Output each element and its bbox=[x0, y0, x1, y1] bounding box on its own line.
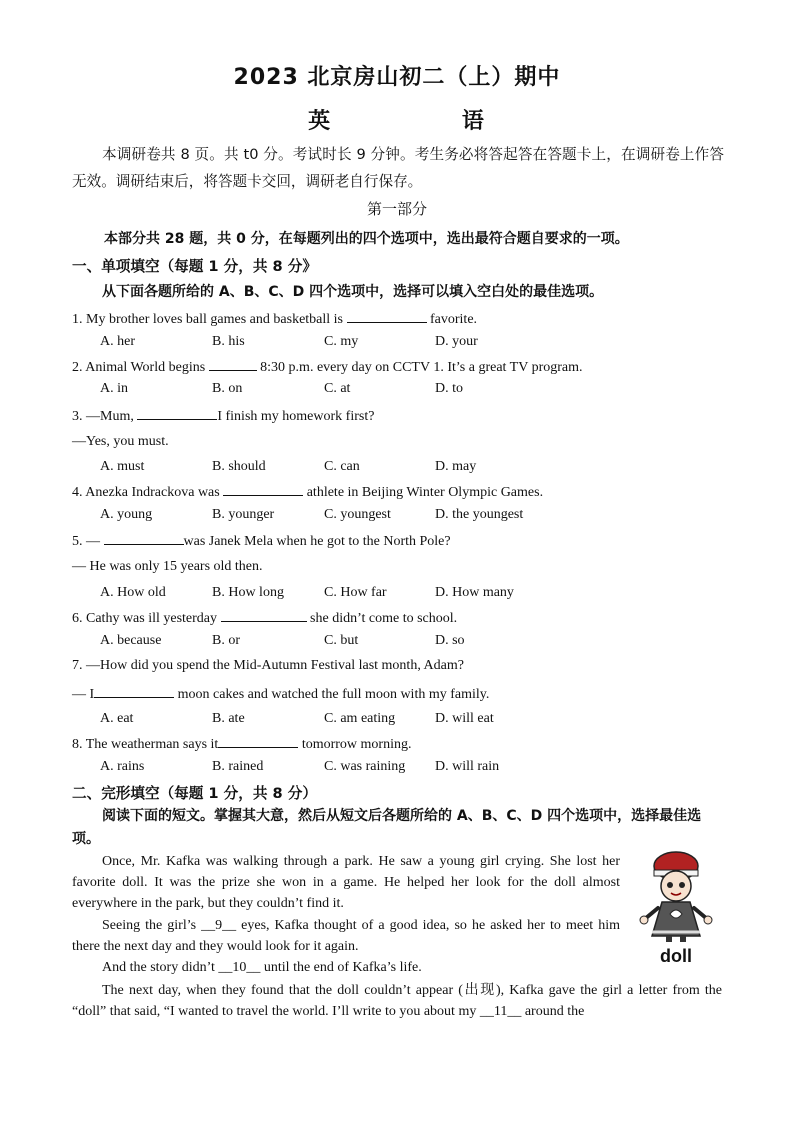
option-c: C. How far bbox=[324, 585, 387, 600]
option-c: C. was raining bbox=[324, 759, 406, 774]
passage-paragraph-2: Seeing the girl’s __9__ eyes, Kafka thought of a good idea, so he asked her to meet him there the next day and they would look for it again. bbox=[72, 917, 620, 954]
option-a: A. young bbox=[100, 507, 153, 522]
option-c: C. am eating bbox=[324, 711, 396, 726]
question-text: 2. Animal World begins bbox=[72, 360, 209, 375]
option-c: C. my bbox=[324, 334, 359, 349]
option-d: D. your bbox=[435, 334, 478, 349]
answer-blank bbox=[218, 735, 298, 748]
question-text: I finish my homework first? bbox=[217, 409, 375, 424]
option-b: B. should bbox=[212, 459, 266, 474]
option-a: A. because bbox=[100, 633, 162, 648]
passage-paragraph-1: Once, Mr. Kafka was walking through a park. He saw a young girl crying. She lost her favorite doll. It was the prize she won in a game. He helped her look for the doll almost everywhere in the park, but they couldn’t find it. bbox=[72, 854, 620, 912]
option-a: A. rains bbox=[100, 759, 145, 774]
cloze-passage-bottom bbox=[72, 980, 722, 1022]
question-text: 3. —Mum, bbox=[72, 409, 138, 424]
option-c: C. at bbox=[324, 381, 351, 396]
answer-blank bbox=[347, 310, 427, 323]
option-c: C. youngest bbox=[324, 507, 391, 522]
question-text: 1. My brother loves ball games and basketball is bbox=[72, 312, 347, 327]
question-text: moon cakes and watched the full moon with my family. bbox=[174, 687, 490, 702]
answer-blank bbox=[223, 483, 303, 496]
section-one-description: 从下面各题所给的 A、B、C、D 四个选项中，选择可以填入空白处的最佳选项。 bbox=[102, 284, 604, 300]
option-d: D. How many bbox=[435, 585, 514, 600]
answer-blank bbox=[104, 532, 184, 545]
passage-paragraph-4: The next day, when they found that the doll couldn’t appear (出现), Kafka gave the girl a letter from the “doll” that said, “I wanted to travel the world. I’ll write to you about my __11__ around the bbox=[72, 983, 722, 1020]
question-text: 6. Cathy was ill yesterday bbox=[72, 611, 221, 626]
question-5-reply: — He was only 15 years old then. bbox=[72, 559, 263, 574]
question-2 bbox=[72, 358, 732, 376]
part-one-title: 第一部分 bbox=[366, 200, 427, 218]
doll-image bbox=[628, 848, 724, 972]
question-text: tomorrow morning. bbox=[298, 737, 412, 752]
question-text: she didn’t come to school. bbox=[306, 611, 458, 626]
option-d: D. to bbox=[435, 381, 463, 396]
exam-title: 2023 北京房山初二（上）期中 bbox=[233, 65, 561, 90]
option-a: A. her bbox=[100, 334, 135, 349]
cloze-passage-top bbox=[72, 851, 620, 978]
question-text: was Janek Mela when he got to the North Pole? bbox=[183, 534, 451, 549]
answer-blank bbox=[94, 685, 174, 698]
question-4 bbox=[72, 483, 732, 501]
question-3 bbox=[72, 407, 732, 425]
option-c: C. but bbox=[324, 633, 359, 648]
question-text: athlete in Beijing Winter Olympic Games. bbox=[303, 485, 544, 500]
question-text: favorite. bbox=[426, 312, 478, 327]
section-two-description: 阅读下面的短文。掌握其大意，然后从短文后各题所给的 A、B、C、D 四个选项中，选择最佳选项。 bbox=[72, 808, 702, 847]
option-b: B. rained bbox=[212, 759, 264, 774]
question-text: — I bbox=[72, 687, 95, 702]
option-d: D. may bbox=[435, 459, 477, 474]
answer-blank bbox=[137, 407, 217, 420]
option-a: A. eat bbox=[100, 711, 134, 726]
option-a: A. in bbox=[100, 381, 128, 396]
option-d: D. will eat bbox=[435, 711, 494, 726]
answer-blank bbox=[221, 609, 307, 622]
passage-paragraph-3: And the story didn’t __10__ until the end of Kafka’s life. bbox=[102, 960, 422, 976]
question-1 bbox=[72, 310, 732, 328]
question-6 bbox=[72, 609, 732, 627]
exam-intro: 本调研卷共 8 页。共 t0 分。考试时长 9 分钟。考生务必将答起答在答题卡上，在调研卷上作答无效。调研结束后，将答题卡交回，调研老自行保存。 bbox=[72, 146, 724, 190]
option-d: D. the youngest bbox=[435, 507, 524, 522]
question-text: 8. The weatherman says it bbox=[72, 737, 219, 752]
section-two-heading: 二、完形填空（每题 1 分，共 8 分） bbox=[72, 785, 317, 802]
option-b: B. How long bbox=[212, 585, 284, 600]
section-one-heading: 一、单项填空（每题 1 分，共 8 分》 bbox=[72, 258, 317, 275]
question-text: 8:30 p.m. every day on CCTV 1. It’s a great TV program. bbox=[256, 360, 583, 375]
question-8 bbox=[72, 735, 732, 753]
option-b: B. on bbox=[212, 381, 243, 396]
doll-illustration bbox=[628, 848, 724, 944]
question-7: 7. —How did you spend the Mid-Autumn Festival last month, Adam? bbox=[72, 658, 464, 673]
answer-blank bbox=[209, 358, 257, 371]
doll-caption: doll bbox=[660, 946, 692, 966]
option-a: A. must bbox=[100, 459, 145, 474]
question-7-reply bbox=[72, 685, 732, 703]
question-text: 5. — bbox=[72, 534, 104, 549]
question-3-reply: —Yes, you must. bbox=[72, 434, 169, 449]
option-d: D. so bbox=[435, 633, 465, 648]
option-b: B. ate bbox=[212, 711, 245, 726]
question-5 bbox=[72, 532, 732, 550]
option-c: C. can bbox=[324, 459, 360, 474]
part-one-description: 本部分共 28 题，共 0 分，在每题列出的四个选项中，选出最符合题自要求的一项。 bbox=[104, 231, 629, 247]
option-b: B. or bbox=[212, 633, 240, 648]
option-d: D. will rain bbox=[435, 759, 500, 774]
option-a: A. How old bbox=[100, 585, 166, 600]
question-text: 4. Anezka Indrackova was bbox=[72, 485, 224, 500]
option-b: B. his bbox=[212, 334, 245, 349]
subject-title: 英 语 bbox=[308, 109, 526, 134]
option-b: B. younger bbox=[212, 507, 275, 522]
